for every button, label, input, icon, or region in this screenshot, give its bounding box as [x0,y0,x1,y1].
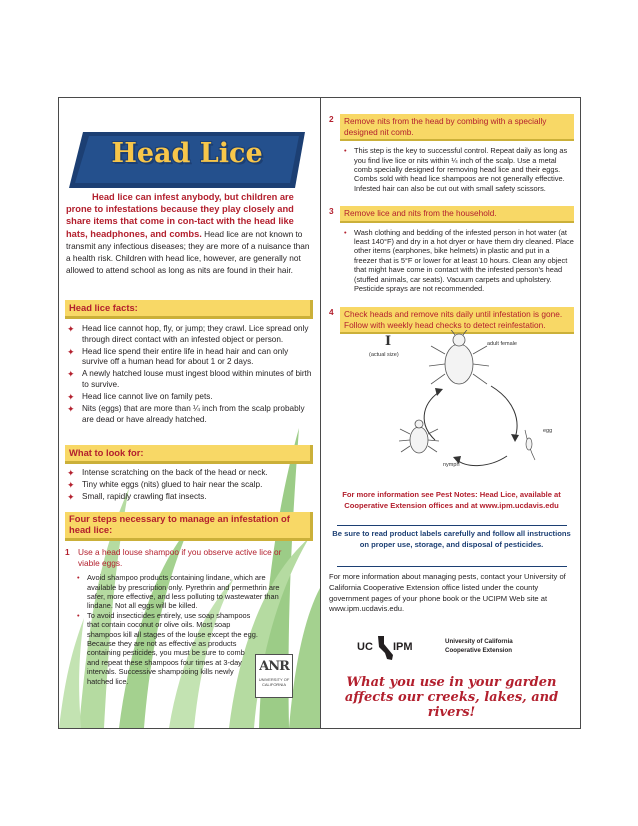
step-number: 1 [65,547,70,557]
right-column [329,98,574,728]
facts-heading: Head lice facts: [65,300,313,319]
intro-bold: Head lice can infest anybody, but children are prone to infestations because they play closely and share items that come in con-tact with the head like hats, headphones, and combs. [66,192,294,239]
label-notice: Be sure to read product labels carefully and follow all instructions on proper use, storage, and disposal of pesticides. [332,529,571,549]
star-bullet-icon: ✦ [67,468,75,478]
intro-paragraph [66,191,314,276]
nymph-drawing [399,420,439,453]
star-bullet-icon: ✦ [67,392,75,403]
lice-lifecycle-figure [339,330,569,480]
list-item [67,347,312,368]
list-item-text: Head lice spend their entire life in head hair and can only survive off a human head for about 1 or 2 days. [82,346,289,367]
list-item [67,324,312,345]
step-text: Remove lice and nits from the household. [340,206,574,223]
list-item-text: Head lice cannot live on family pets. [82,392,213,402]
list-item [67,369,312,390]
list-item-text: Tiny white eggs (nits) glued to hair near the scalp. [82,480,263,490]
star-bullet-icon: ✦ [67,404,75,415]
anr-letters: ANR [259,659,289,674]
list-item-text: Nits (eggs) that are more than ¼ inch from the scalp probably are dead or have already hatched. [82,404,305,424]
star-bullet-icon: ✦ [67,492,75,503]
list-item-text: Small, rapidly crawling flat insects. [82,492,207,502]
look-heading: What to look for: [65,445,313,464]
step-2-bullets [329,146,574,193]
uc-org-line2: Cooperative Extension [445,647,513,654]
list-item [67,480,312,491]
star-bullet-icon: ✦ [67,480,75,491]
star-bullet-icon: ✦ [67,324,75,334]
page-title: Head Lice [111,138,263,169]
list-item-text: Head lice cannot hop, fly, or jump; they crawl. Lice spread only through direct contact with an infested object or person. [82,324,309,344]
step-bullet: • To avoid insecticides entirely, use soap shampoos that contain coconut or olive oils. Most soap shampoos kill all stages of the louse except the egg. Because they are not as effective as products containing pesticides, you must be sure to comb and repeat these shampoos four times at 3-day intervals. Successive shampooing kills newly hatched lice. [75,611,259,686]
divider-rule [337,566,567,567]
left-column [59,98,320,728]
anr-subtitle: UNIVERSITY OF CALIFORNIA [258,677,290,687]
step-text: Remove nits from the head by combing with a specially designed nit comb. [340,114,574,141]
uc-letters: UC [357,641,373,653]
egg-drawing [525,430,535,460]
step-bullet: • Avoid shampoo products containing lindane, which are available by prescription only. Pyrethrin and permethrin are safer, more effective, and less polluting to wastewater than lindane. Not all eggs will be killed. [75,573,280,611]
step-3-heading [329,206,574,223]
list-item [67,492,312,503]
ipm-letters: IPM [393,641,413,653]
step-text: Use a head louse shampoo if you observe active lice or viable eggs. [78,547,282,568]
more-info-red: For more information see Pest Notes: Head Lice, available at Cooperative Extension offices and at www.ipm.ucdavis.edu [342,490,561,510]
star-bullet-icon: ✦ [67,346,75,357]
adult-female-label: adult female [487,341,517,347]
step-3-bullets [329,228,574,294]
uc-ipm-logo [357,635,547,675]
step-bullet: • Wash clothing and bedding of the infested person in hot water (at least 140°F) and dry in a hot dryer or have them dry cleaned. Place other items (earphones, bike helmets) in plastic and put in a freezer that is 5°F or lower for at least 10 hours. Clean any object that might have come in contact with the infested person's head (stuffed animals, car seats). Vacuum carpets and upholstery. Pesticide sprays are not recommended. [342,228,574,294]
step-number: 4 [329,307,334,317]
actual-size-mark: I [385,334,392,349]
california-map-icon [375,635,395,661]
column-divider [320,98,321,728]
step-number: 3 [329,206,334,216]
nymph-label: nymph [443,462,460,468]
step-2-heading [329,114,574,141]
list-item [67,468,312,479]
brochure-panel [58,97,581,729]
steps-heading: Four steps necessary to manage an infestation of head lice: [65,512,313,541]
uc-org-line1: University of California [445,638,513,645]
anr-logo [255,654,293,698]
star-bullet-icon: ✦ [67,369,75,380]
list-item-text: Intense scratching on the back of the head or neck. [82,468,268,477]
adult-louse-drawing [429,330,489,384]
list-item [67,392,312,403]
divider-rule [337,525,567,526]
step-1-heading [65,547,297,568]
step-text: Check heads and remove nits daily until infestation is gone. Follow with weekly head checks to detect reinfestation. [340,307,574,334]
more-info-paragraph: For more information about managing pests, contact your University of California Cooperative Extension office listed under the county government pages of your phone book or the UCIPM Web site at www.ipm.ucdavis.edu. [329,572,566,614]
title-banner [69,128,305,192]
step-2 [329,114,574,193]
look-list [67,468,312,504]
step-1-bullets [65,573,280,686]
list-item [67,404,312,425]
facts-list [67,324,312,427]
actual-size-label: (actual size) [369,352,399,358]
egg-label: egg [543,428,553,434]
intro-text: Head lice are not known to transmit any infectious diseases; they are more of a nuisance than a health risk. Children with head lice, however, are generally not allowed to attend school as long as nits are found in their hair. [66,228,310,276]
tagline: What you use in your garden affects our creeks, lakes, and rivers! [344,675,559,720]
step-number: 2 [329,114,334,124]
list-item-text: A newly hatched louse must ingest blood within minutes of birth to survive. [82,369,312,389]
step-3 [329,206,574,293]
step-bullet: • This step is the key to successful control. Repeat daily as long as you find live lice or nits within ¼ inch of the scalp. Use a metal comb specially designed for removing head lice and their eggs. Combs sold with head lice shampoos are not generally effective. Infested hair can also be cut out with small safety scissors. [342,146,574,193]
